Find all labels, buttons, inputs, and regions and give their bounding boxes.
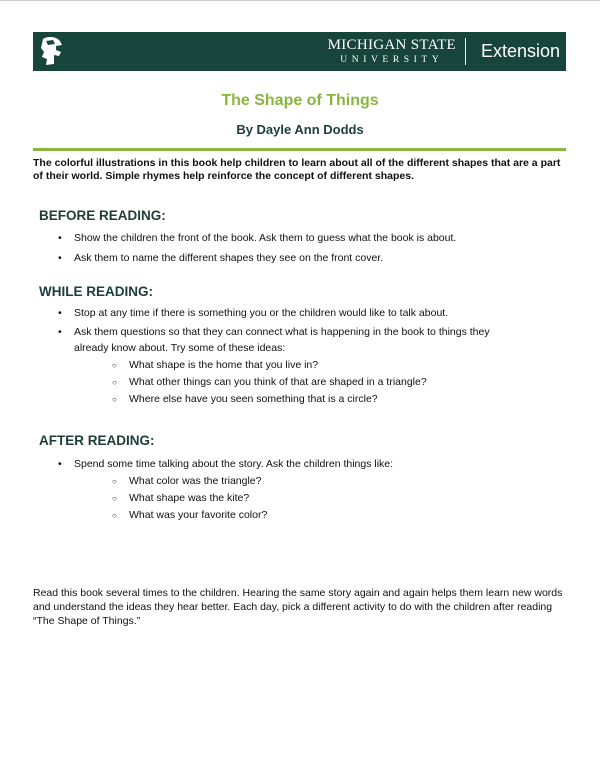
circle-bullet-icon: ○ bbox=[112, 477, 117, 486]
msu-extension-banner bbox=[33, 32, 566, 71]
bullet-icon: • bbox=[58, 458, 62, 470]
spartan-helmet-icon bbox=[37, 35, 65, 68]
university-subtitle: UNIVERSITY bbox=[340, 55, 444, 65]
after-reading-heading: AFTER READING: bbox=[39, 433, 155, 448]
circle-bullet-icon: ○ bbox=[112, 378, 117, 387]
before-reading-list bbox=[58, 232, 456, 265]
list-item: • Show the children the front of the book. Ask them to guess what the book is about. bbox=[58, 232, 457, 244]
while-reading-ideas bbox=[112, 357, 427, 408]
extension-label: Extension bbox=[480, 41, 560, 61]
list-item: • Ask them to name the different shapes they see on the front cover. bbox=[58, 252, 384, 264]
list-item: ○ Where else have you seen something that is a circle? bbox=[112, 391, 427, 408]
list-item: ○ What shape was the kite? bbox=[112, 490, 267, 507]
document-title: The Shape of Things bbox=[221, 92, 379, 109]
bullet-icon: • bbox=[58, 232, 62, 244]
intro-paragraph: The colorful illustrations in this book help children to learn about all of the different shapes that are a part of their world. Simple rhymes help reinforce the concept of different shapes. bbox=[33, 157, 561, 182]
title-divider bbox=[33, 148, 566, 151]
circle-bullet-icon: ○ bbox=[112, 511, 117, 520]
circle-bullet-icon: ○ bbox=[112, 494, 117, 503]
circle-bullet-icon: ○ bbox=[112, 361, 117, 370]
list-item: • Ask them questions so that they can connect what is happening in the book to things they already know about. Try some of these ideas: bbox=[58, 326, 490, 354]
msu-wordmark bbox=[328, 37, 456, 66]
bullet-icon: • bbox=[58, 307, 62, 319]
author-byline: By Dayle Ann Dodds bbox=[236, 122, 364, 137]
banner-divider bbox=[465, 38, 466, 65]
while-reading-list bbox=[58, 307, 508, 356]
before-reading-heading: BEFORE READING: bbox=[39, 208, 166, 223]
list-item: ○ What was your favorite color? bbox=[112, 507, 267, 524]
list-item: • Spend some time talking about the story. Ask the children things like: bbox=[58, 458, 394, 470]
list-item: ○ What other things can you think of that are shaped in a triangle? bbox=[112, 374, 427, 391]
circle-bullet-icon: ○ bbox=[112, 395, 117, 404]
list-item: ○ What color was the triangle? bbox=[112, 473, 267, 490]
bullet-icon: • bbox=[58, 326, 62, 338]
list-item: ○ What shape is the home that you live in? bbox=[112, 357, 427, 374]
after-reading-questions bbox=[112, 473, 267, 524]
list-item: • Stop at any time if there is something you or the children would like to talk about. bbox=[58, 307, 449, 319]
closing-paragraph: Read this book several times to the children. Hearing the same story again and again helps them learn new words and understand the ideas they hear better. Each day, pick a different activity to do with the children after reading “The Shape of Things.” bbox=[33, 587, 563, 627]
after-reading-list bbox=[58, 458, 393, 471]
university-name: MICHIGAN STATE bbox=[327, 37, 456, 53]
while-reading-heading: WHILE READING: bbox=[39, 284, 153, 299]
top-rule bbox=[0, 0, 600, 1]
bullet-icon: • bbox=[58, 252, 62, 264]
